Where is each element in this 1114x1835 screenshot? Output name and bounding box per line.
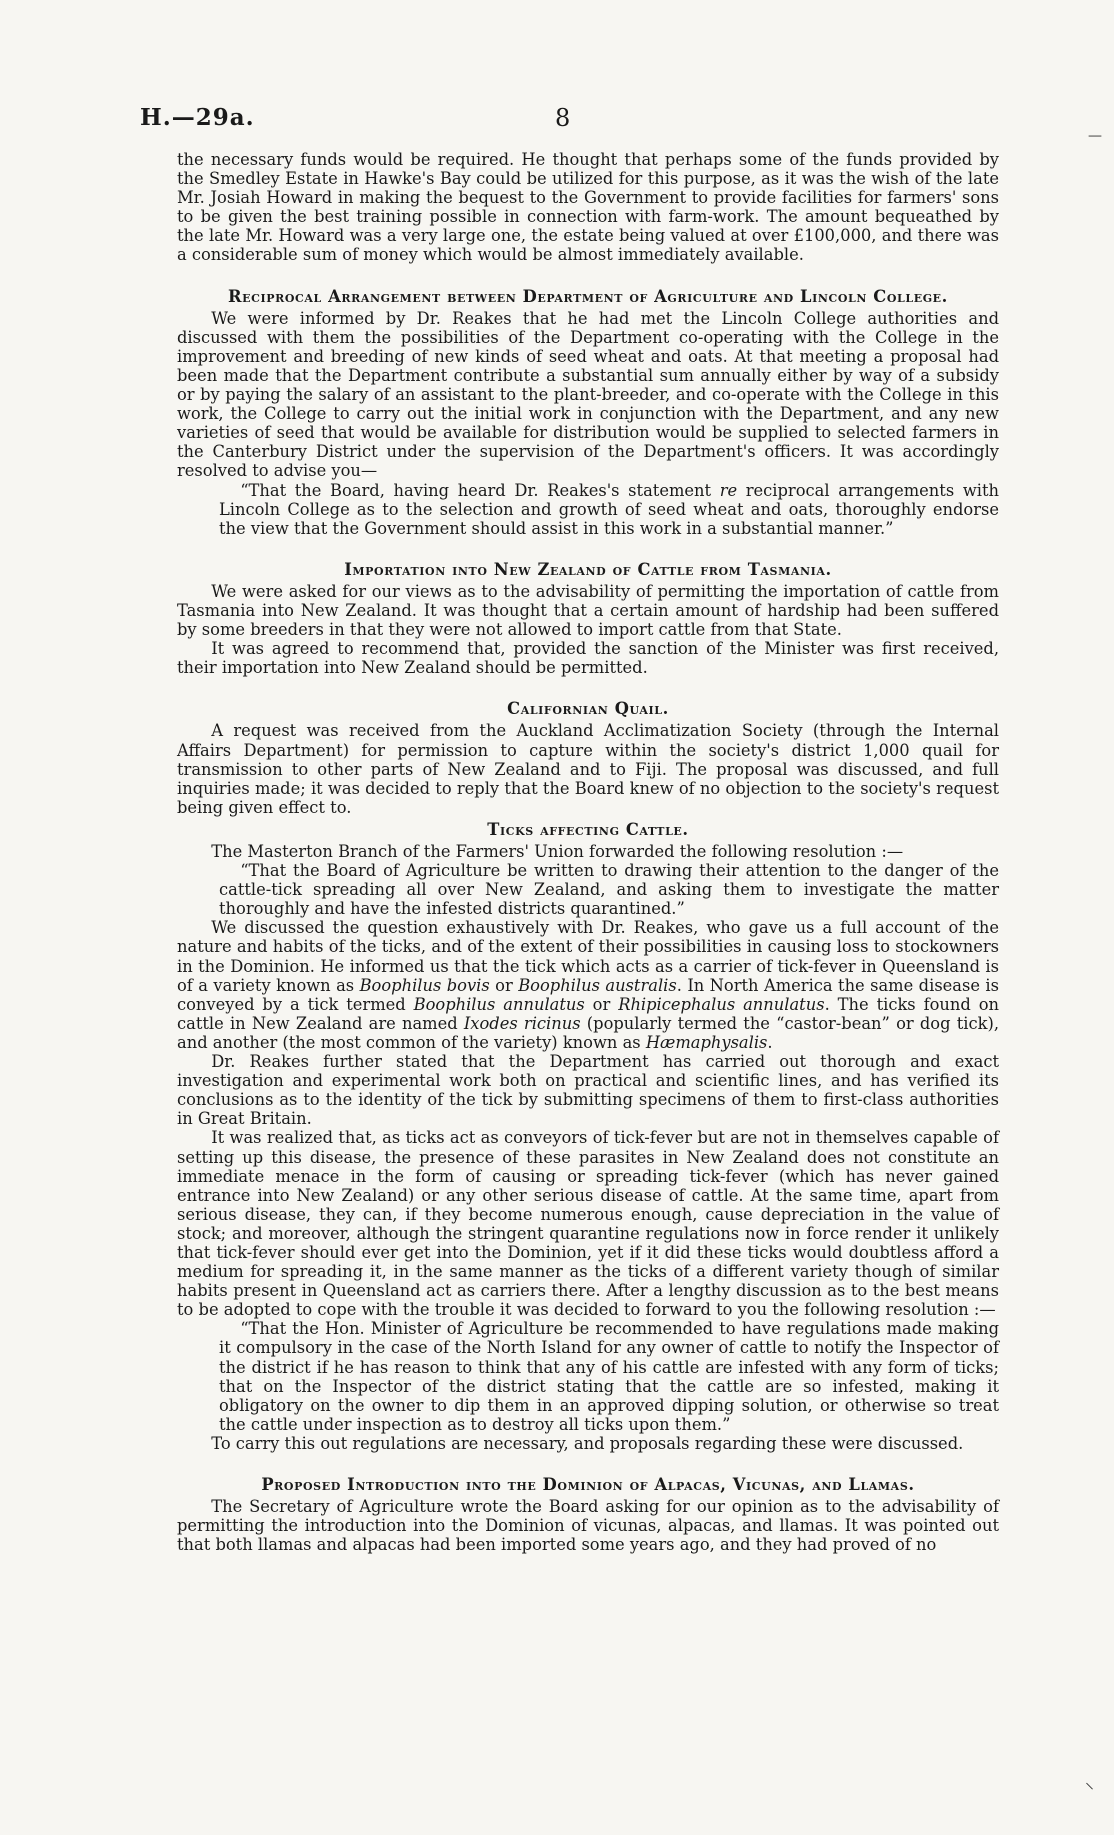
paragraph: the necessary funds would be required. He thought that perhaps some of the funds provided by the Smedley Estate in Hawke's Bay could be utilized for this purpose, as it was the wish of the late Mr. Josiah Howard in making the bequest to the Government to provide facilities for farmers' sons to be given the best training possible in connection with farm-work. The amount bequeathed by the late Mr. Howard was a very large one, the estate being valued at over £100,000, and there was a considerable sum of money which would be almost immediately available. [177,150,999,265]
paragraph: It was realized that, as ticks act as conveyors of tick-fever but are not in themselves capable of setting up this disease, the presence of these parasites in New Zealand does not constitute an immediate menace in the form of causing or spreading tick-fever (which has never gained entrance into New Zealand) or any other serious disease of cattle. At the same time, apart from serious disease, they can, if they become numerous enough, cause depreciation in the value of stock; and moreover, although the stringent quarantine regulations now in force render it unlikely that tick-fever should ever get into the Dominion, yet if it did these ticks would doubtless afford a medium for spreading it, in the same manner as the ticks of a different variety though of similar habits present in Queensland act as carriers there. After a lengthy discussion as to the best means to be adopted to cope with the trouble it was decided to forward to you the following resolution :— [177,1128,999,1320]
paragraph: It was agreed to recommend that, provided the sanction of the Minister was first received, their importation into New Zealand should be permitted. [177,639,999,678]
paragraph: The Masterton Branch of the Farmers' Union forwarded the following resolution :— [211,842,904,861]
paragraph: The Secretary of Agriculture wrote the Board asking for our opinion as to the advisability of permitting the introduction into the Dominion of vicunas, alpacas, and llamas. It was pointed out that both llamas and alpacas had been imported some years ago, and they had proved of no [177,1497,999,1555]
section-heading: Californian Quail. [507,699,669,719]
document-reference: H.—29a. [140,104,255,131]
section-heading: Importation into New Zealand of Cattle from Tasmania. [344,559,832,579]
section-heading: Reciprocal Arrangement between Department of Agriculture and Lincoln College. [228,286,948,306]
paragraph: We were asked for our views as to the advisability of permitting the importation of cattle from Tasmania into New Zealand. It was thought that a certain amount of hardship had been suffered by some breeders in that they were not allowed to import cattle from that State. [177,581,999,640]
document-body [177,150,999,1554]
scan-artifact-mark: ⸜ [1085,1772,1094,1793]
section-heading: Proposed Introduction into the Dominion of Alpacas, Vicunas, and Llamas. [261,1475,915,1494]
quoted-resolution: “That the Board, having heard Dr. Reakes's statement re reciprocal arrangements with Lincoln College as to the selection and growth of seed wheat and oats, thoroughly endorse the view that the Government should assist in this work in a substantial manner.” [219,480,999,538]
paragraph: A request was received from the Auckland Acclimatization Society (through the Internal Affairs Department) for permission to capture within the society's district 1,000 quail for transmission to other parts of New Zealand and to Fiji. The proposal was discussed, and full inquiries made; it was decided to reply that the Board knew of no objection to the society's request being given effect to. [177,721,999,817]
scan-artifact-mark: — [1088,128,1102,144]
paragraph: To carry this out regulations are necessary, and proposals regarding these were discussed. [211,1433,964,1453]
paragraph: Dr. Reakes further stated that the Department has carried out thorough and exact investigation and experimental work both on practical and scientific lines, and has verified its conclusions as to the identity of the tick by submitting specimens of them to first-class authorities in Great Britain. [177,1052,999,1129]
page-number: 8 [555,104,571,132]
paragraph: We discussed the question exhaustively with Dr. Reakes, who gave us a full account of the nature and habits of the ticks, and of the extent of their possibilities in causing loss to stockowners in the Dominion. He informed us that the tick which acts as a carrier of tick-fever in Queensland is of a variety known as Boophilus bovis or Boophilus australis. In North America the same disease is conveyed by a tick termed Boophilus annulatus or Rhipicephalus annulatus. The ticks found on cattle in New Zealand are named Ixodes ricinus (popularly termed the “castor-bean” or dog tick), and another (the most common of the variety) known as Hæmaphysalis. [177,918,1000,1052]
page-header [140,104,1000,134]
paragraph: We were informed by Dr. Reakes that he had met the Lincoln College authorities and discussed with them the possibilities of the Department co-operating with the College in the improvement and breeding of new kinds of seed wheat and oats. At that meeting a proposal had been made that the Department contribute a substantial sum annually either by way of a subsidy or by paying the salary of an assistant to the plant-breeder, and co-operate with the College in this work, the College to carry out the initial work in conjunction with the Department, and any new varieties of seed that would be available for distribution would be supplied to selected farmers in the Canterbury District under the supervision of the Department's officers. It was accordingly resolved to advise you— [177,308,999,481]
section-heading: Ticks affecting Cattle. [487,819,689,839]
quoted-resolution: “That the Board of Agriculture be written to drawing their attention to the danger of the cattle-tick spreading all over New Zealand, and asking them to investigate the matter thoroughly and have the infested districts quarantined.” [219,861,999,919]
quoted-resolution: “That the Hon. Minister of Agriculture be recommended to have regulations made making it compulsory in the case of the North Island for any owner of cattle to notify the Inspector of the district if he has reason to think that any of his cattle are infested with any form of ticks; that on the Inspector of the district stating that the cattle are so infested, making it obligatory on the owner to dip them in an approved dipping solution, or otherwise so treat the cattle under inspection as to destroy all ticks upon them.” [219,1319,999,1434]
